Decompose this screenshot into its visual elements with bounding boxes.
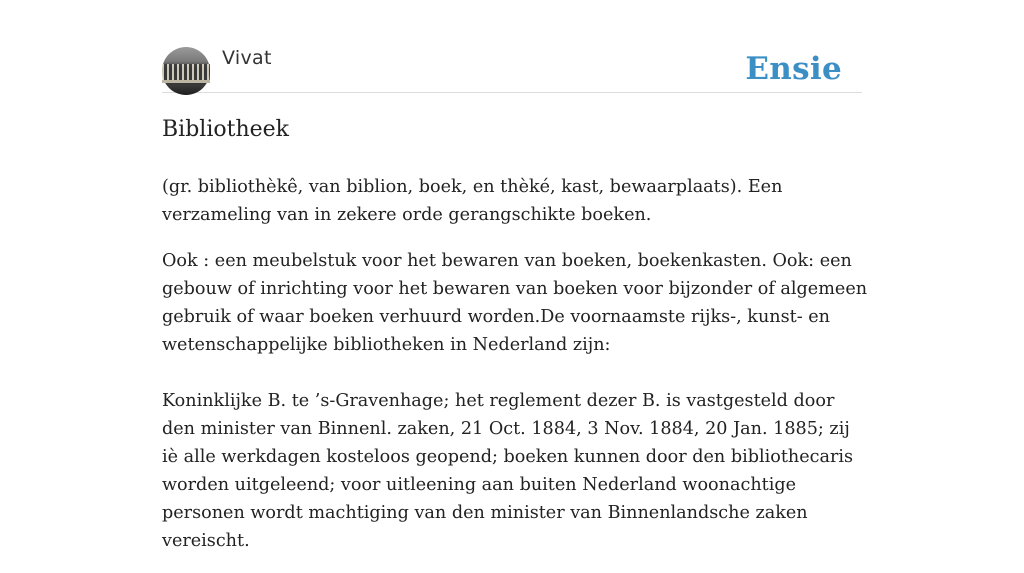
author-avatar[interactable] bbox=[162, 47, 210, 95]
article bbox=[162, 113, 868, 573]
bookshelf-icon bbox=[162, 64, 210, 80]
header bbox=[162, 46, 862, 93]
author-name[interactable]: Vivat bbox=[222, 47, 272, 69]
article-title: Bibliotheek bbox=[162, 117, 289, 142]
site-logo[interactable]: Ensie bbox=[745, 51, 842, 87]
shelf-edge bbox=[162, 80, 210, 83]
article-paragraph-1: (gr. bibliothèkê, van biblion, boek, en thèké, kast, bewaarplaats). Een verzameling van in zekere orde gerangschikte boeken. bbox=[162, 177, 783, 225]
article-paragraph-2: Ook : een meubelstuk voor het bewaren van boeken, boekenkasten. Ook: een gebouw of inrichting voor het bewaren van boeken voor bijzonder of algemeen gebruik of waar boeken verhuurd worden.De voornaamste rijks-, kunst- en wetenschappelijke bibliotheken in Nederland zijn: Koninklijke B. te ’s-Gravenhage; het reglement dezer B. is vastgesteld door den minister van Binnenl. zaken, 21 Oct. 1884, 3 Nov. 1884, 20 Jan. 1885; zij iè alle werkdagen kosteloos geopend; boeken kunnen door den bibliothecaris worden uitgeleend; voor uitleening aan buiten Nederland woonachtige personen wordt machtiging van den minister van Binnenlandsche zaken vereischt. bbox=[162, 251, 868, 551]
